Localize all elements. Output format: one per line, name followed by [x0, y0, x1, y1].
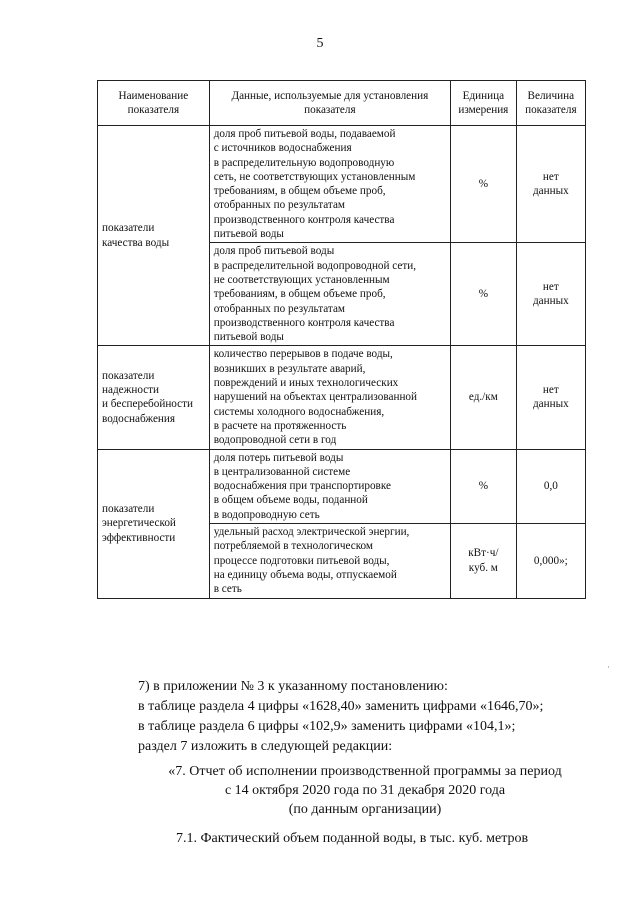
indicator-unit: % [451, 126, 517, 243]
section-title-line: «7. Отчет об исполнении производственной программы за период [168, 764, 562, 779]
indicator-unit: кВт·ч/ куб. м [451, 524, 517, 598]
indicator-unit: ед./км [451, 346, 517, 449]
paragraph-line: в таблице раздела 6 цифры «102,9» заменить цифрами «104,1»; [138, 719, 516, 734]
header-unit: Единица измерения [451, 81, 517, 126]
header-source-data: Данные, используемые для установления показателя [209, 81, 450, 126]
table-row [98, 346, 586, 449]
indicators-table [97, 80, 586, 599]
table-header-row [98, 81, 586, 126]
indicator-value: нет данных [516, 243, 585, 346]
indicator-group-name: показатели надежности и бесперебойности водоснабжения [98, 346, 210, 449]
section-title [150, 762, 580, 819]
header-value: Величина показателя [516, 81, 585, 126]
indicator-source-data: доля потерь питьевой воды в централизованной системе водоснабжения при транспортировке в общем объеме воды, поданной в водопроводную сеть [209, 449, 450, 523]
indicator-value: 0,0 [516, 449, 585, 523]
indicator-group-name: показатели энергетической эффективности [98, 449, 210, 598]
indicator-unit: % [451, 243, 517, 346]
indicator-unit: % [451, 449, 517, 523]
subsection-title: 7.1. Фактический объем поданной воды, в тыс. куб. метров [176, 831, 529, 846]
section-title-line: (по данным организации) [288, 802, 442, 817]
indicator-source-data: доля проб питьевой воды, подаваемой с источников водоснабжения в распределительную водопроводную сеть, не соответствующих установленным требованиям, в общем объеме проб, отобранных по результатам производственного контроля качества питьевой воды [209, 126, 450, 243]
section-title-line: с 14 октября 2020 года по 31 декабря 2020 года [224, 783, 506, 798]
amendment-paragraphs [138, 677, 543, 757]
paragraph-line: 7) в приложении № 3 к указанному постановлению: [138, 679, 448, 694]
paragraph-line: в таблице раздела 4 цифры «1628,40» заменить цифрами «1646,70»; [138, 699, 544, 714]
indicator-value: нет данных [516, 346, 585, 449]
indicator-source-data: удельный расход электрической энергии, потребляемой в технологическом процессе подготовки питьевой воды, на единицу объема воды, отпускаемой в сеть [209, 524, 450, 598]
paragraph-line: раздел 7 изложить в следующей редакции: [138, 739, 393, 754]
header-indicator-name: Наименование показателя [98, 81, 210, 126]
table-row [98, 126, 586, 243]
indicator-source-data: доля проб питьевой воды в распределительной водопроводной сети, не соответствующих установленным требованиям, в общем объеме проб, отобранных по результатам производственного контроля качества питьевой воды [209, 243, 450, 346]
scan-mark: · [607, 662, 610, 672]
table-body [98, 126, 586, 599]
indicator-source-data: количество перерывов в подаче воды, возникших в результате аварий, повреждений и иных технологических нарушений на объектах централизованной системы холодного водоснабжения, в расчете на протяженность водопроводной сети в год [209, 346, 450, 449]
indicator-group-name: показатели качества воды [98, 126, 210, 346]
table-row [98, 449, 586, 523]
indicator-value: 0,000»; [516, 524, 585, 598]
indicator-value: нет данных [516, 126, 585, 243]
page-number: 5 [316, 36, 324, 51]
